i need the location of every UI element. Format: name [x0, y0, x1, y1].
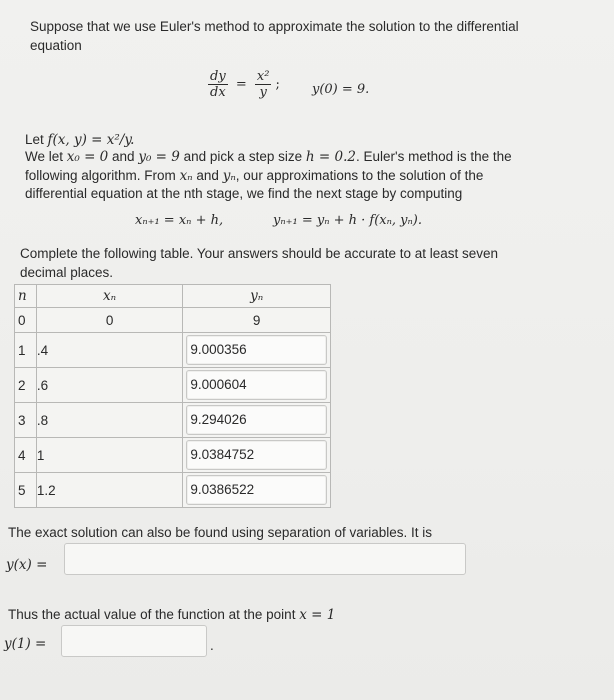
row-n: 0: [15, 308, 37, 333]
table-row-0: [15, 308, 331, 333]
row-y: 9: [183, 308, 331, 333]
table-row-2: [15, 368, 331, 403]
table-row-5: [15, 473, 331, 508]
row-n: 5: [15, 473, 37, 508]
definition-line: Let f(x, y) = x²/y.: [25, 132, 135, 148]
actual-value-text: Thus the actual value of the function at the point x = 1: [8, 607, 336, 623]
row-n: 2: [15, 368, 37, 403]
header-xn: xₙ: [36, 285, 183, 308]
y1-label: y(1) =: [4, 636, 47, 652]
intro-text: [30, 17, 519, 55]
euler-table: [14, 284, 331, 508]
description-line-3: following algorithm. From xₙ and yₙ, our approximations to the solution of the: [25, 168, 484, 184]
dy-numerator: dy: [210, 69, 226, 84]
x-squared-numerator: x²: [256, 69, 270, 84]
row-n: 4: [15, 438, 37, 473]
intro-line-1: Suppose that we use Euler's method to approximate the solution to the differential: [30, 19, 519, 34]
table-header-row: [15, 285, 331, 308]
exact-solution-text: The exact solution can also be found using separation of variables. It is: [8, 525, 433, 540]
row-n: 1: [15, 333, 37, 368]
description-line-4: differential equation at the nth stage, we find the next stage by computing: [25, 186, 463, 201]
rhs-fraction: [255, 69, 272, 100]
x1-value: .4: [36, 333, 183, 368]
actual-value-input[interactable]: [61, 625, 207, 657]
header-yn: yₙ: [183, 285, 331, 308]
table-instructions: Complete the following table. Your answers should be accurate to at least seven decimal places.: [20, 246, 499, 280]
f-definition: f(x, y) = x²/y.: [47, 132, 135, 148]
y3-input[interactable]: 9.294026: [186, 405, 327, 435]
row-x: 0: [36, 308, 183, 333]
dx-denominator: dx: [210, 85, 226, 100]
intro-line-2: equation: [30, 38, 82, 53]
row-n: 3: [15, 403, 37, 438]
y4-input[interactable]: 9.0384752: [186, 440, 327, 470]
description-line-2: We let x₀ = 0 and y₀ = 9 and pick a step size h = 0.2. Euler's method is the the: [25, 149, 512, 165]
table-row-1: [15, 333, 331, 368]
dy-dx-fraction: [208, 69, 228, 100]
table-row-4: [15, 438, 331, 473]
exact-solution-input[interactable]: [64, 543, 466, 575]
x5-value: 1.2: [36, 473, 183, 508]
y-recurrence: yₙ₊₁ = yₙ + h · f(xₙ, yₙ).: [273, 213, 422, 228]
initial-condition: y(0) = 9.: [312, 82, 370, 97]
yx-label: y(x) =: [6, 557, 48, 573]
x2-value: .6: [36, 368, 183, 403]
header-n: n: [15, 285, 37, 308]
x4-value: 1: [36, 438, 183, 473]
y5-input[interactable]: 9.0386522: [186, 475, 327, 505]
y1-input[interactable]: 9.000356: [186, 335, 327, 365]
answer-period: .: [210, 638, 214, 653]
x-recurrence: xₙ₊₁ = xₙ + h,: [135, 213, 224, 228]
differential-equation: $\frac{dy}{dx}$ = $\frac{\text{x²}}{y}$ ;: [210, 69, 280, 100]
x3-value: .8: [36, 403, 183, 438]
y2-input[interactable]: 9.000604: [186, 370, 327, 400]
table-row-3: [15, 403, 331, 438]
y-denominator: y: [259, 85, 267, 100]
